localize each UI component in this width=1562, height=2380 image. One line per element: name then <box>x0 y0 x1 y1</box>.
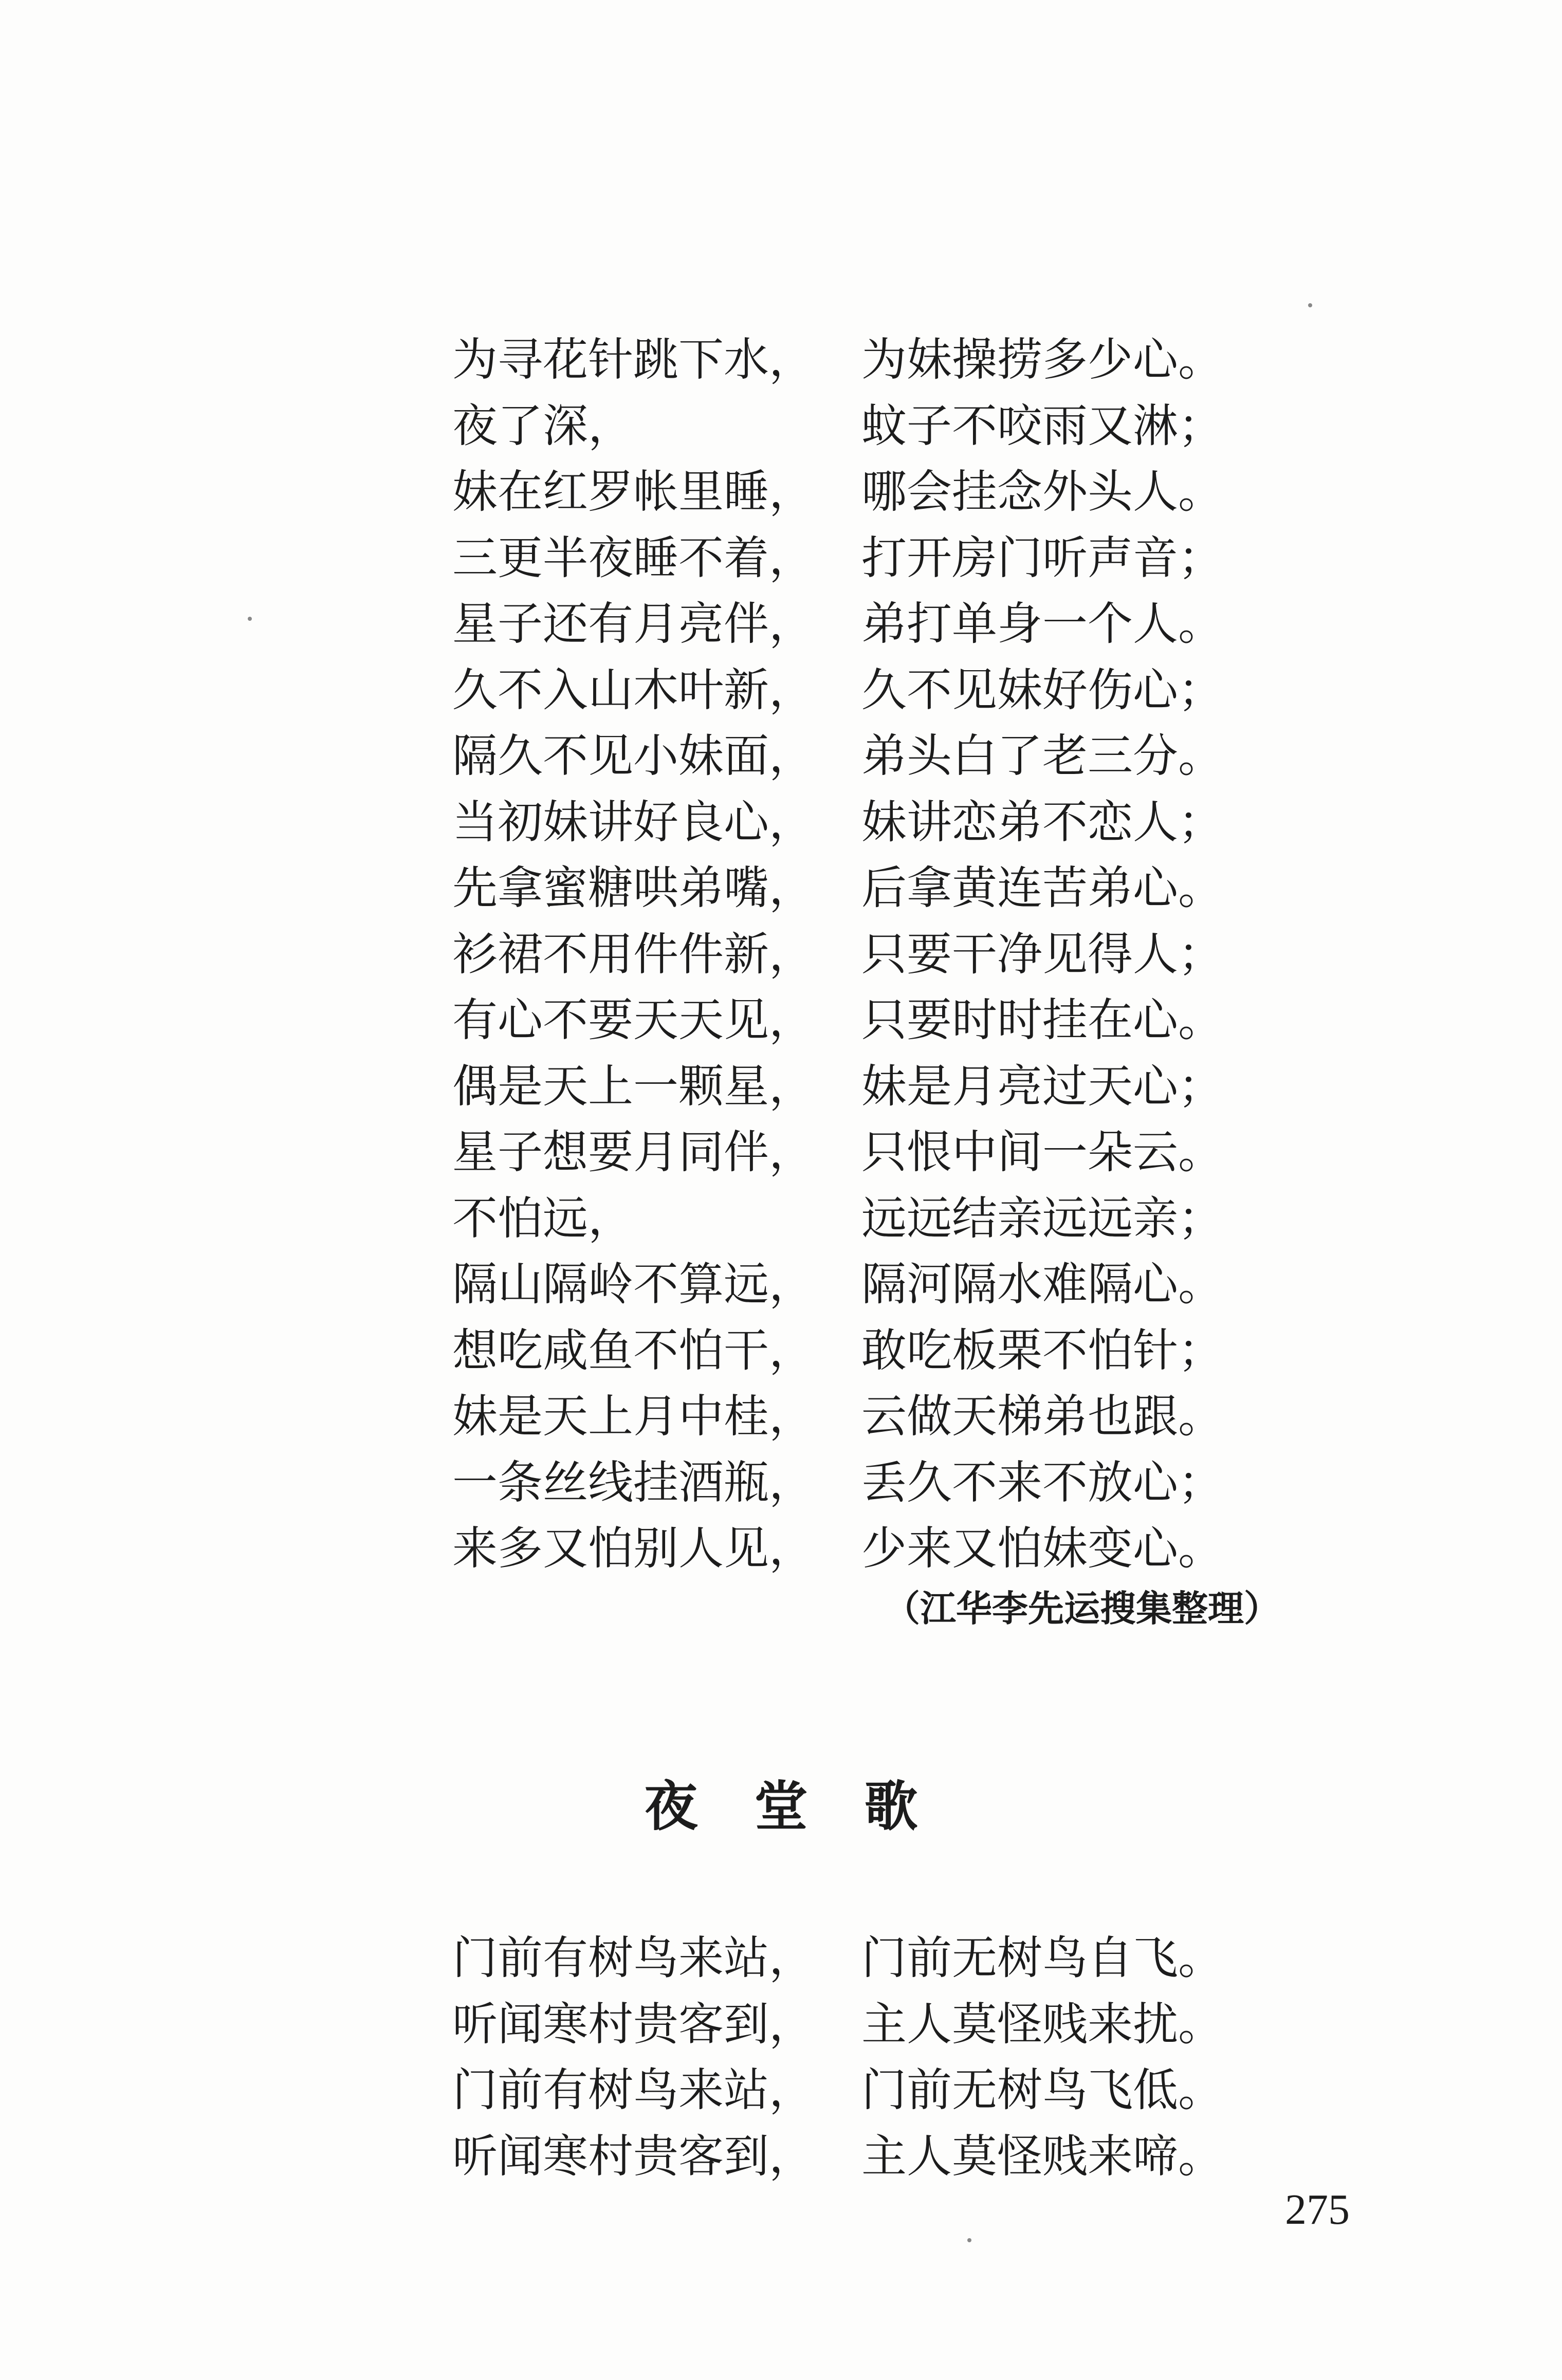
poem-line: 丢久不来不放心； <box>861 1455 1224 1509</box>
poem-line: 夜了深， <box>452 399 634 452</box>
poem-line: 久不见妹好伤心； <box>861 663 1224 716</box>
poem-line: 来多又怕别人见， <box>452 1522 815 1575</box>
poem-line: 衫裙不用件件新， <box>452 927 815 981</box>
poem-line: 少来又怕妹变心。 <box>861 1522 1224 1575</box>
poem-line: 远远结亲远远亲； <box>861 1191 1224 1245</box>
poem-line: 久不入山木叶新， <box>452 663 815 716</box>
page-number: 275 <box>1285 2186 1350 2234</box>
poem-line: 妹是天上月中桂， <box>452 1390 815 1443</box>
poem-line: 妹是月亮过天心； <box>861 1059 1224 1113</box>
poem-line: 三更半夜睡不着， <box>452 531 815 584</box>
poem-line: 主人莫怪贱来扰。 <box>861 1997 1224 2051</box>
poem-line: 妹讲恋弟不恋人； <box>861 795 1224 848</box>
poem-line: 偶是天上一颗星， <box>452 1059 815 1113</box>
poem-line: 门前有树鸟来站， <box>452 2063 815 2116</box>
poem-line: 当初妹讲好良心， <box>452 795 815 848</box>
poem-line: 有心不要天天见， <box>452 993 815 1046</box>
poem-line: 敢吃板栗不怕针； <box>861 1323 1224 1377</box>
poem-line: 先拿蜜糖哄弟嘴， <box>452 861 815 914</box>
poem-line: 隔久不见小妹面， <box>452 729 815 782</box>
scan-speck <box>248 617 252 621</box>
poem-line: 只要时时挂在心。 <box>861 993 1224 1046</box>
poem-line: 门前有树鸟来站， <box>452 1931 815 1984</box>
poem-line: 听闻寒村贵客到， <box>452 1997 815 2051</box>
poem-line: 妹在红罗帐里睡， <box>452 465 815 518</box>
poem-line: 隔山隔岭不算远， <box>452 1258 815 1311</box>
poem-line: 弟头白了老三分。 <box>861 729 1224 782</box>
poem-line: 为寻花针跳下水， <box>452 333 815 386</box>
poem-line: 云做天梯弟也跟。 <box>861 1390 1224 1443</box>
poem-line: 想吃咸鱼不怕干， <box>452 1323 815 1377</box>
scan-speck <box>967 2238 971 2242</box>
poem-line: 门前无树鸟飞低。 <box>861 2063 1224 2116</box>
collector-credit: （江华李先运搜集整理） <box>884 1587 1280 1630</box>
poem-line: 听闻寒村贵客到， <box>452 2129 815 2183</box>
poem-line: 门前无树鸟自飞。 <box>861 1931 1224 1984</box>
poem-line: 后拿黄连苦弟心。 <box>861 861 1224 914</box>
poem-line: 蚊子不咬雨又淋； <box>861 399 1224 452</box>
poem-line: 不怕远， <box>452 1191 634 1245</box>
poem-line: 哪会挂念外头人。 <box>861 465 1224 518</box>
poem-line: 打开房门听声音； <box>861 531 1224 584</box>
poem-title: 夜堂歌 <box>644 1775 975 1838</box>
poem-line: 一条丝线挂酒瓶， <box>452 1455 815 1509</box>
poem-line: 弟打单身一个人。 <box>861 597 1224 650</box>
poem-line: 只要干净见得人； <box>861 927 1224 981</box>
poem-line: 星子想要月同伴， <box>452 1126 815 1178</box>
poem-line: 隔河隔水难隔心。 <box>861 1258 1224 1311</box>
poem-line: 为妹操捞多少心。 <box>861 333 1224 386</box>
poem-line: 主人莫怪贱来啼。 <box>861 2129 1224 2183</box>
poem-line: 只恨中间一朵云。 <box>861 1126 1224 1178</box>
scan-speck <box>1308 303 1312 307</box>
poem-line: 星子还有月亮伴， <box>452 597 815 650</box>
